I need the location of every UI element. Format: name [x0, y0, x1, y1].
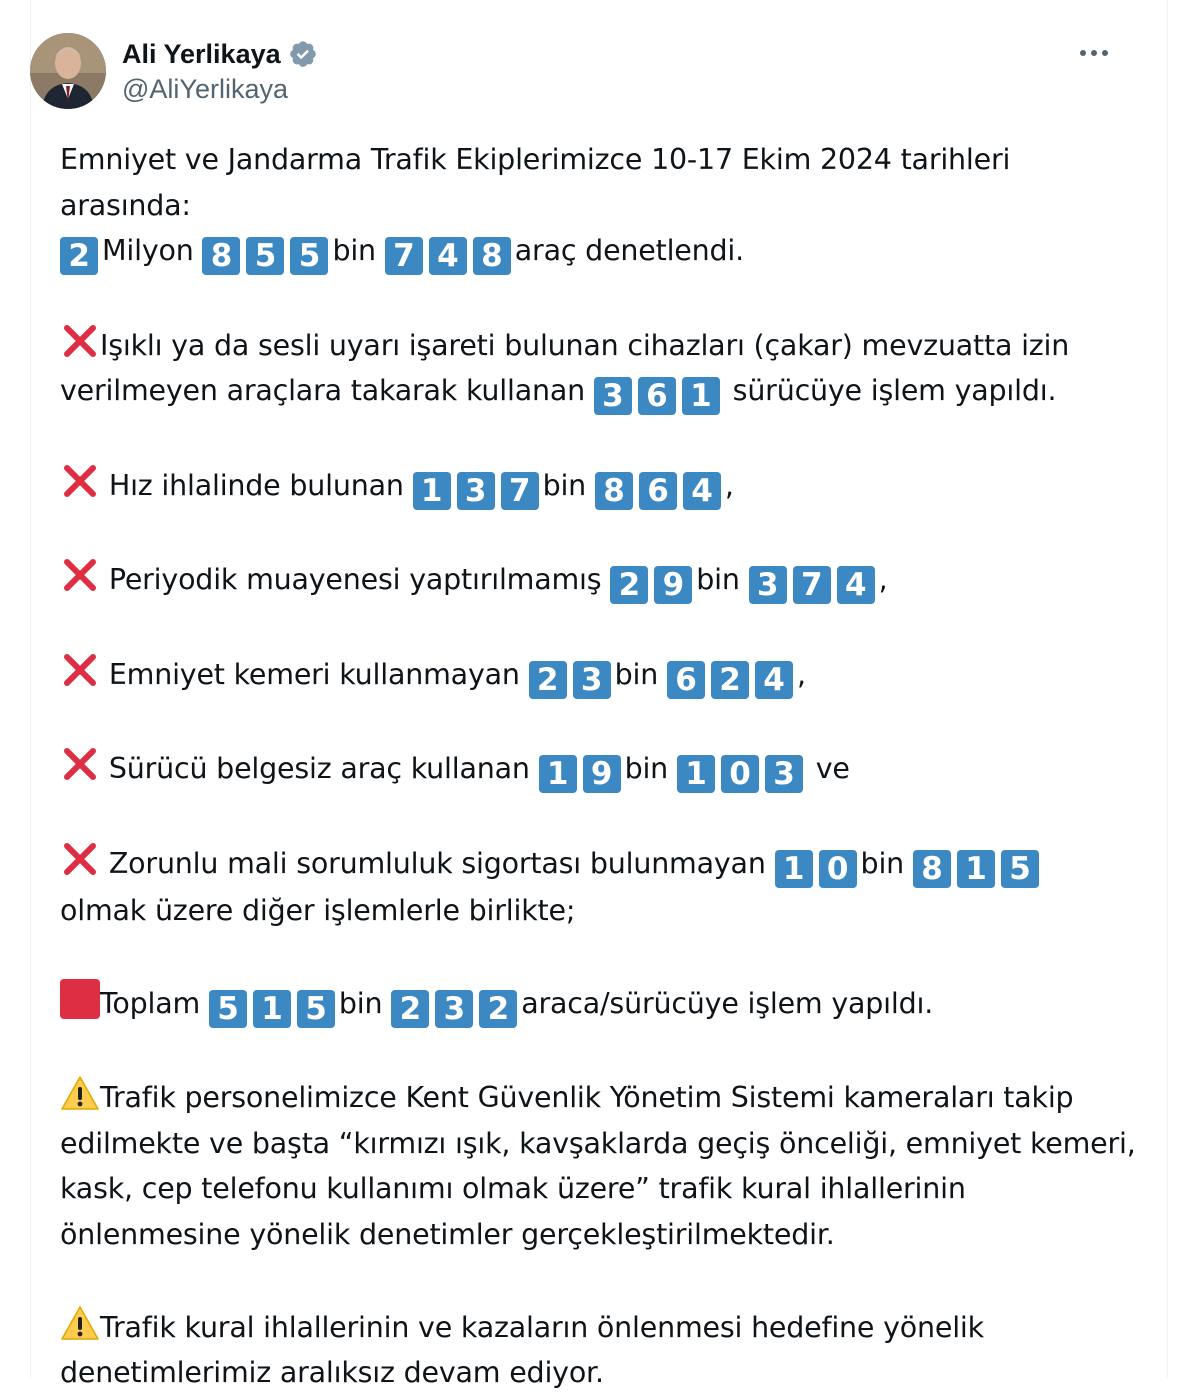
keycap-digit: 2: [529, 661, 567, 699]
unit-word: Milyon: [102, 234, 194, 267]
keycap-digit: 1: [775, 850, 813, 888]
keycap-digit: 6: [667, 661, 705, 699]
violation-suffix: ,: [878, 563, 888, 596]
keycap-digit: 0: [819, 850, 857, 888]
keycap-number: [209, 981, 335, 1028]
violation-text: Işıklı ya da sesli uyarı işareti bulunan cihazları (çakar) mevzuatta izin verilmeyen araçlara takarak kullanan: [60, 328, 1070, 407]
keycap-number: [539, 746, 621, 793]
intro-suffix: araç denetlendi.: [514, 234, 744, 267]
keycap-digit: 9: [654, 566, 692, 604]
paragraph-gap: [60, 933, 1140, 979]
keycap-digit: 7: [501, 472, 539, 510]
violation-item: [60, 321, 1140, 416]
unit-word: bin: [624, 752, 669, 785]
avatar[interactable]: [30, 33, 106, 109]
total-paragraph: [60, 979, 1140, 1028]
keycap-digit: 2: [711, 661, 749, 699]
keycap-digit: 5: [1001, 850, 1039, 888]
keycap-number: [677, 746, 803, 793]
violation-item: [60, 555, 1140, 604]
keycap-digit: 5: [246, 237, 284, 275]
violation-text: Sürücü belgesiz araç kullanan: [100, 752, 530, 785]
keycap-digit: 1: [682, 377, 720, 415]
cross-mark-icon: [60, 744, 100, 784]
violation-item: [60, 461, 1140, 510]
keycap-number: [775, 841, 857, 888]
violation-suffix: ,: [796, 657, 806, 691]
cross-mark-icon: [60, 321, 100, 361]
note-text: Trafik kural ihlallerinin ve kazaların önlenmesi hedefine yönelik denetimlerimiz aralıksız devam ediyor.: [60, 1310, 984, 1389]
red-square-icon: [60, 979, 100, 1019]
verified-badge-icon: [288, 39, 318, 69]
unit-word: bin: [332, 234, 376, 267]
paragraph-gap: [60, 415, 1140, 461]
keycap-digit: 4: [429, 237, 467, 275]
keycap-digit: 2: [479, 990, 517, 1028]
violation-suffix: sürücüye işlem yapıldı.: [732, 374, 1057, 407]
cross-mark-icon: [60, 839, 100, 879]
note-text: Trafik personelimizce Kent Güvenlik Yönetim Sistemi kameraları takip edilmekte ve başta “kırmızı ışık, kavşaklarda geçiş önceliği, emniyet kemeri, kask, cep telefonu kullanımı olmak üzere” trafik kural ihlallerinin önlenmesine yönelik denetimler gerçekleştirilmektedir.: [60, 1081, 1136, 1251]
keycap-digit: 3: [765, 755, 803, 793]
violation-suffix: ,: [724, 468, 734, 502]
keycap-number: [667, 652, 793, 699]
keycap-digit: 2: [60, 237, 98, 275]
keycap-number: [595, 463, 721, 510]
warning-icon: [60, 1303, 100, 1343]
keycap-number: [391, 981, 517, 1028]
cross-mark-icon: [60, 555, 100, 595]
keycap-number: [413, 463, 539, 510]
keycap-number: [749, 557, 875, 604]
author-handle[interactable]: @AliYerlikaya: [122, 74, 288, 104]
keycap-digit: 5: [297, 990, 335, 1028]
keycap-digit: 2: [391, 990, 429, 1028]
keycap-number: [913, 841, 1039, 888]
cross-mark-icon: [60, 461, 100, 501]
intro-text: Emniyet ve Jandarma Trafik Ekiplerimizce 10-17 Ekim 2024 tarihleri arasında:: [60, 143, 1011, 222]
author-display-name[interactable]: Ali Yerlikaya: [122, 38, 281, 69]
keycap-digit: 4: [683, 472, 721, 510]
more-options-button[interactable]: [1072, 37, 1116, 69]
avatar-image: [30, 33, 106, 109]
keycap-digit: 3: [749, 566, 787, 604]
paragraph-gap: [60, 1028, 1140, 1074]
violation-text: Hız ihlalinde bulunan: [100, 468, 404, 502]
keycap-digit: 6: [638, 377, 676, 415]
keycap-digit: 4: [837, 566, 875, 604]
warning-note: [60, 1073, 1140, 1257]
paragraph-gap: [60, 1257, 1140, 1303]
unit-word: bin: [338, 986, 383, 1020]
warning-note: [60, 1303, 1140, 1396]
keycap-digit: 2: [610, 566, 648, 604]
total-suffix: araca/sürücüye işlem yapıldı.: [521, 986, 934, 1020]
violation-text: Emniyet kemeri kullanmayan: [100, 657, 520, 691]
paragraph-gap: [60, 604, 1140, 650]
keycap-number: [202, 228, 328, 275]
keycap-number: [529, 652, 611, 699]
keycap-number: [385, 228, 511, 275]
keycap-digit: 7: [385, 237, 423, 275]
paragraph-gap: [60, 275, 1140, 321]
violation-suffix: olmak üzere diğer işlemlerle birlikte;: [60, 893, 576, 927]
keycap-digit: 5: [290, 237, 328, 275]
keycap-digit: 8: [473, 237, 511, 275]
keycap-digit: 1: [677, 755, 715, 793]
violation-text: Periyodik muayenesi yaptırılmamış: [100, 563, 602, 596]
unit-word: bin: [614, 657, 659, 691]
paragraph-gap: [60, 793, 1140, 839]
violation-item: [60, 650, 1140, 699]
keycap-digit: 8: [595, 472, 633, 510]
paragraph-gap: [60, 699, 1140, 745]
keycap-digit: 1: [957, 850, 995, 888]
keycap-digit: 1: [253, 990, 291, 1028]
paragraph-gap: [60, 510, 1140, 556]
keycap-digit: 1: [413, 472, 451, 510]
unit-word: bin: [696, 563, 740, 596]
tweet-header: [30, 33, 1110, 113]
keycap-number: [594, 368, 720, 415]
keycap-digit: 9: [583, 755, 621, 793]
cross-mark-icon: [60, 650, 100, 690]
violation-suffix: ve: [815, 752, 850, 785]
tweet-text: [60, 137, 1140, 1396]
keycap-digit: 1: [539, 755, 577, 793]
keycap-digit: 3: [573, 661, 611, 699]
keycap-digit: 4: [755, 661, 793, 699]
keycap-digit: 5: [209, 990, 247, 1028]
warning-icon: [60, 1073, 100, 1113]
keycap-digit: 6: [639, 472, 677, 510]
author-name-row: [122, 37, 318, 71]
keycap-digit: 8: [202, 237, 240, 275]
violation-item: [60, 744, 1140, 793]
violation-item: [60, 839, 1140, 934]
keycap-number: [60, 228, 98, 275]
unit-word: bin: [542, 468, 587, 502]
keycap-digit: 3: [457, 472, 495, 510]
keycap-digit: 8: [913, 850, 951, 888]
unit-word: bin: [860, 846, 905, 880]
more-options-icon: [1079, 49, 1109, 57]
keycap-digit: 3: [594, 377, 632, 415]
total-label: Toplam: [100, 986, 201, 1020]
intro-paragraph: [60, 137, 1140, 275]
keycap-digit: 0: [721, 755, 759, 793]
keycap-digit: 3: [435, 990, 473, 1028]
violation-text: Zorunlu mali sorumluluk sigortası bulunmayan: [100, 846, 775, 880]
keycap-number: [610, 557, 692, 604]
keycap-digit: 7: [793, 566, 831, 604]
